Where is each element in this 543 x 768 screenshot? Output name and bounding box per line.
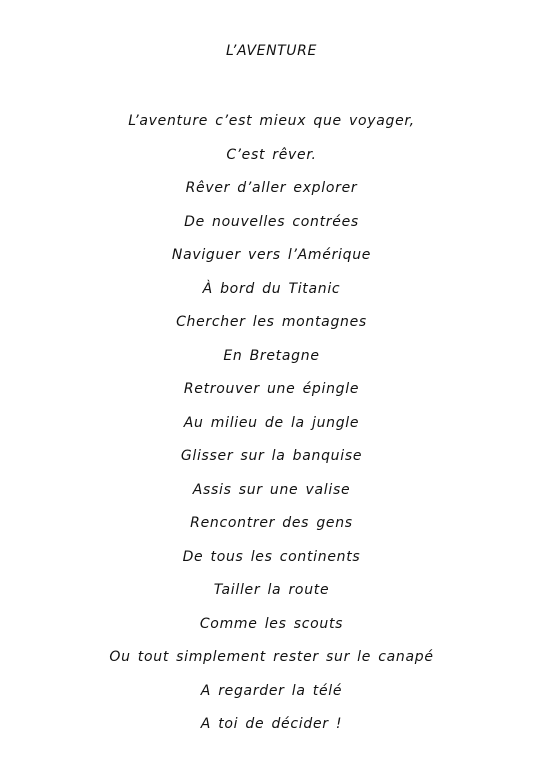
poem-line: Glisser sur la banquise bbox=[180, 448, 363, 464]
poem-line: A regarder la télé bbox=[200, 682, 343, 699]
poem-line: C’est rêver. bbox=[226, 146, 317, 163]
poem-line: Comme les scouts bbox=[199, 615, 344, 632]
poem-body bbox=[0, 109, 543, 746]
poem-line: Chercher les montagnes bbox=[176, 314, 367, 330]
poem-line: Ou tout simplement rester sur le canapé bbox=[109, 649, 434, 665]
poem-line: Naviguer vers l’Amérique bbox=[171, 247, 372, 263]
poem-line: Retrouver une épingle bbox=[183, 381, 360, 397]
poem-line: A toi de décider ! bbox=[200, 716, 343, 732]
poem-line: Assis sur une valise bbox=[192, 481, 351, 498]
poem-line: Tailler la route bbox=[213, 582, 330, 598]
poem-line: Au milieu de la jungle bbox=[183, 414, 360, 431]
poem-line: Rêver d’aller explorer bbox=[185, 180, 358, 196]
poem-line: À bord du Titanic bbox=[202, 280, 341, 297]
poem-line: De nouvelles contrées bbox=[184, 213, 359, 230]
poem-line: En Bretagne bbox=[223, 347, 320, 364]
poem-title: L’AVENTURE bbox=[226, 43, 317, 59]
poem-line: L’aventure c’est mieux que voyager, bbox=[128, 113, 415, 129]
poem-line: De tous les continents bbox=[182, 548, 361, 565]
poem-line: Rencontrer des gens bbox=[190, 515, 353, 531]
